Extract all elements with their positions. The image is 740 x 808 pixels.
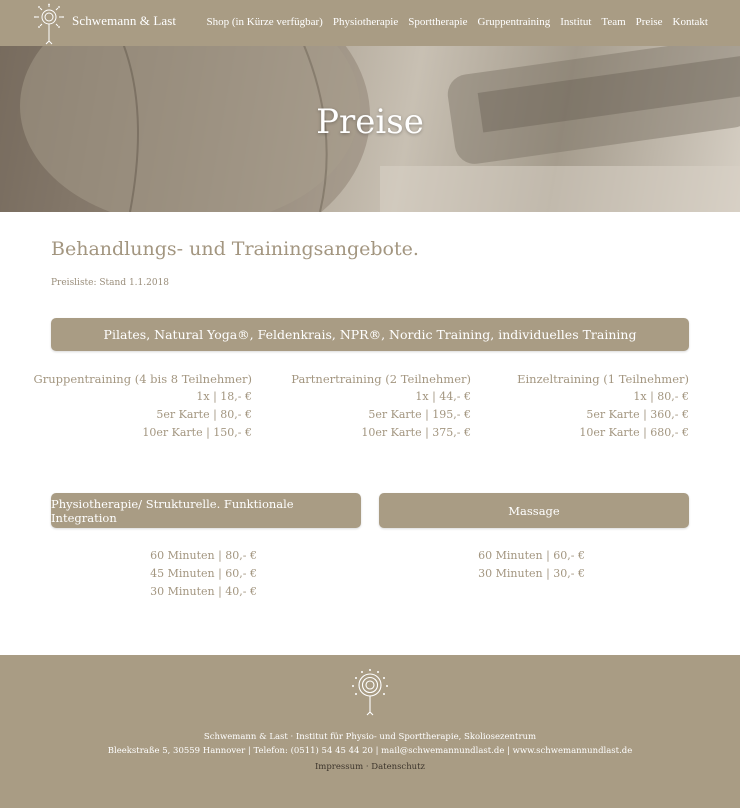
price-row: 10er Karte | 375,- € <box>361 426 471 439</box>
price-row: 5er Karte | 80,- € <box>156 408 252 421</box>
hero-banner <box>0 46 740 212</box>
massage-category-bar: Massage <box>379 493 689 528</box>
price-row: 1x | 80,- € <box>633 390 689 403</box>
footer-company-line: Schwemann & Last · Institut für Physio- und Sporttherapie, Skoliosezentrum <box>203 732 537 742</box>
site-footer <box>0 655 740 808</box>
nav-item-kontakt[interactable]: Kontakt <box>672 16 708 28</box>
price-column-massage <box>478 547 585 583</box>
impressum-link[interactable]: Impressum <box>314 762 364 772</box>
main-nav <box>206 16 708 28</box>
column-heading: Einzeltraining (1 Teilnehmer) <box>517 372 689 386</box>
price-row: 60 Minuten | 80,- € <box>150 549 257 562</box>
datenschutz-link[interactable]: Datenschutz <box>371 762 426 772</box>
footer-legal-links <box>0 762 740 772</box>
price-row: 30 Minuten | 40,- € <box>150 585 257 598</box>
column-heading: Partnertraining (2 Teilnehmer) <box>291 372 471 386</box>
nav-item-gruppentraining[interactable]: Gruppentraining <box>477 16 551 28</box>
footer-separator: · <box>365 762 369 772</box>
brand-name[interactable]: Schwemann & Last <box>72 13 177 28</box>
price-row: 10er Karte | 680,- € <box>579 426 689 439</box>
price-row: 5er Karte | 360,- € <box>586 408 689 421</box>
nav-item-team[interactable]: Team <box>601 16 626 28</box>
section-heading: Behandlungs- und Trainingsangebote. <box>51 238 419 260</box>
training-category-bar: Pilates, Natural Yoga®, Feldenkrais, NPR®, Nordic Training, individuelles Training <box>51 318 689 351</box>
dandelion-footer-logo-icon <box>350 668 390 716</box>
price-list-date: Preisliste: Stand 1.1.2018 <box>51 278 170 288</box>
price-row: 60 Minuten | 60,- € <box>478 549 585 562</box>
price-row: 45 Minuten | 60,- € <box>150 567 257 580</box>
site-header <box>0 0 740 46</box>
price-column-partnertraining <box>291 370 471 442</box>
price-row: 1x | 44,- € <box>415 390 471 403</box>
nav-item-institut[interactable]: Institut <box>560 16 592 28</box>
price-column-physiotherapie <box>150 547 257 601</box>
nav-item-shop[interactable]: Shop (in Kürze verfügbar) <box>206 16 323 28</box>
price-row: 10er Karte | 150,- € <box>142 426 252 439</box>
price-row: 5er Karte | 195,- € <box>368 408 471 421</box>
price-column-einzeltraining <box>517 370 689 442</box>
price-row: 1x | 18,- € <box>196 390 252 403</box>
footer-contact-line: Bleekstraße 5, 30559 Hannover | Telefon: (0511) 54 45 44 20 | mail@schwemannundlast.de | www.schwemannundlast.de <box>107 746 633 756</box>
nav-item-preise[interactable]: Preise <box>635 16 663 28</box>
price-row: 30 Minuten | 30,- € <box>478 567 585 580</box>
dandelion-logo-icon[interactable] <box>30 3 68 45</box>
physiotherapie-category-bar: Physiotherapie/ Strukturelle. Funktionale Integration <box>51 493 361 528</box>
column-heading: Gruppentraining (4 bis 8 Teilnehmer) <box>33 372 252 386</box>
nav-item-physiotherapie[interactable]: Physiotherapie <box>332 16 399 28</box>
nav-item-sporttherapie[interactable]: Sporttherapie <box>408 16 468 28</box>
page-title: Preise <box>316 102 424 142</box>
price-column-gruppentraining <box>34 370 252 442</box>
